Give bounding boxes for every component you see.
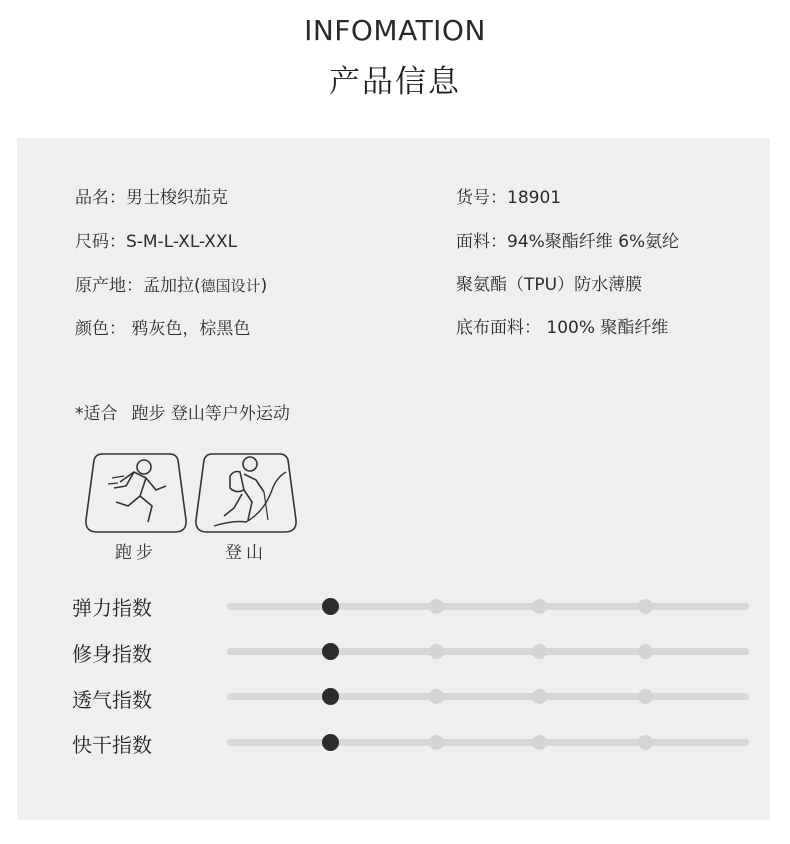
info-size [75, 227, 237, 252]
running-icon [84, 450, 188, 536]
suitable-prefix: *适合 [75, 404, 118, 424]
info-color-label: 颜色： [75, 319, 126, 339]
rating-dot [429, 735, 444, 750]
rating-dot-active [322, 734, 339, 751]
hiking-badge [194, 450, 298, 536]
info-fabric-label: 面料： [456, 232, 507, 252]
rating-dot [429, 689, 444, 704]
info-name [75, 183, 228, 208]
rating-dot [532, 599, 547, 614]
suitable-items: 跑步 登山等户外运动 [131, 404, 290, 424]
info-lining [456, 313, 668, 338]
rating-dot [532, 644, 547, 659]
rating-dot [638, 689, 653, 704]
info-origin-note: 德国设计 [200, 277, 261, 295]
index-fit-track [227, 648, 749, 655]
info-size-value: S-M-L-XL-XXL [126, 232, 238, 252]
info-origin [75, 271, 267, 296]
info-membrane [456, 270, 642, 295]
info-origin-close: ) [260, 276, 268, 296]
info-sku [456, 183, 561, 208]
info-fabric-value: 94%聚酯纤维 6%氨纶 [507, 232, 680, 252]
rating-dot-active [322, 643, 339, 660]
info-sku-value: 18901 [507, 188, 562, 208]
rating-dot-active [322, 598, 339, 615]
index-quickdry-label: 快干指数 [72, 733, 152, 757]
info-fabric [456, 227, 679, 252]
info-name-label: 品名： [75, 188, 126, 208]
info-lining-value: 100% 聚酯纤维 [541, 318, 669, 338]
info-origin-value: 孟加拉( [143, 276, 201, 296]
info-color [75, 314, 250, 339]
index-breathability-label: 透气指数 [72, 688, 152, 712]
info-lining-label: 底布面料： [456, 318, 541, 338]
hiking-icon [194, 450, 298, 536]
rating-dot [532, 735, 547, 750]
rating-dot [532, 689, 547, 704]
rating-dot-active [322, 688, 339, 705]
hiking-label: 登山 [225, 543, 267, 563]
running-label: 跑步 [115, 543, 157, 563]
info-size-label: 尺码： [75, 232, 126, 252]
suitable-line [75, 399, 290, 424]
index-quickdry-track [227, 739, 749, 746]
index-elasticity-track [227, 603, 749, 610]
rating-dot [638, 599, 653, 614]
info-sku-label: 货号： [456, 188, 507, 208]
rating-dot [429, 644, 444, 659]
info-name-value: 男士梭织茄克 [126, 188, 228, 208]
rating-dot [638, 644, 653, 659]
index-elasticity-label: 弹力指数 [72, 596, 152, 620]
rating-dot [429, 599, 444, 614]
index-fit-label: 修身指数 [72, 642, 152, 666]
index-breathability-track [227, 693, 749, 700]
running-badge [84, 450, 188, 536]
rating-dot [638, 735, 653, 750]
info-membrane-value: 聚氨酯（TPU）防水薄膜 [456, 275, 643, 295]
info-color-value: 鸦灰色，棕黑色 [126, 319, 251, 339]
title-cn: 产品信息 [329, 64, 461, 100]
title-en: INFOMATION [304, 14, 486, 47]
info-origin-label: 原产地： [75, 276, 143, 296]
